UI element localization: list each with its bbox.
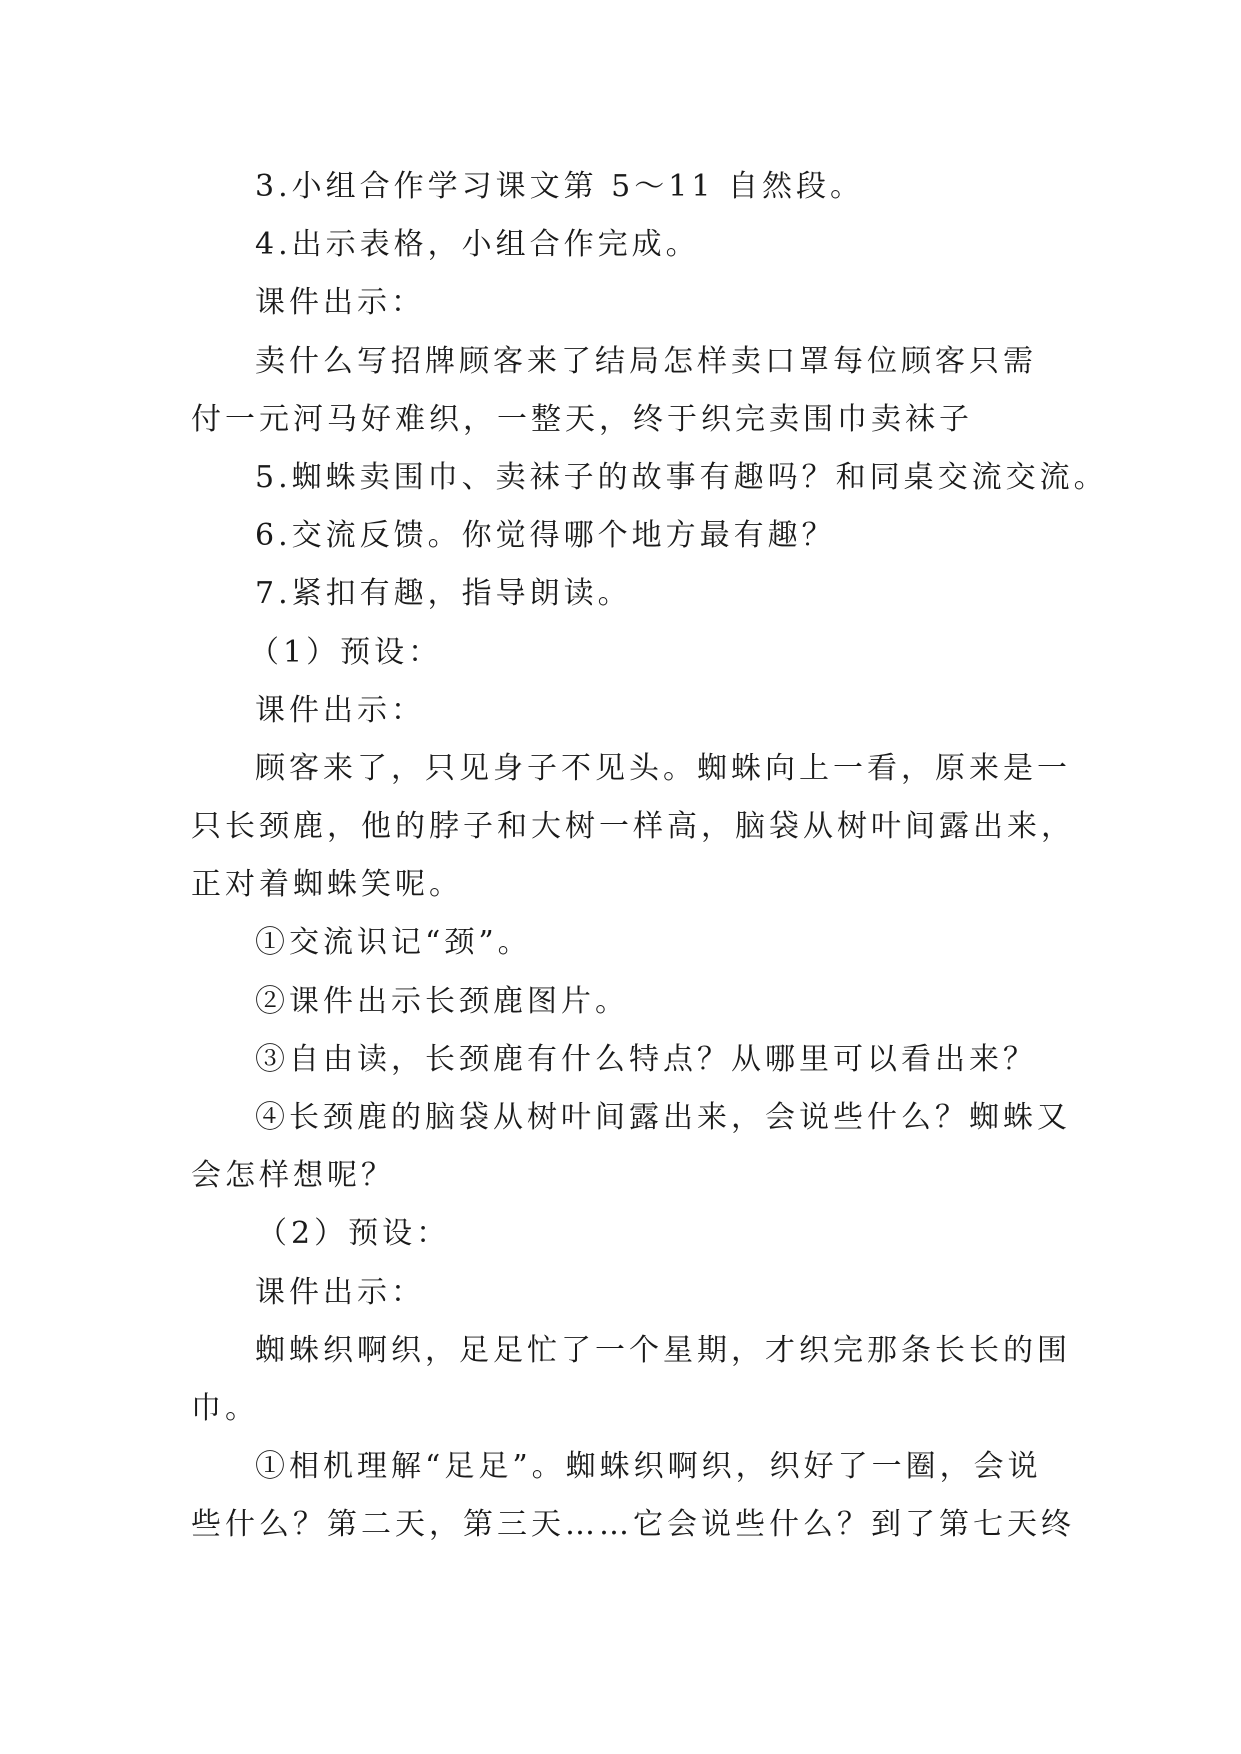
paragraph-line: 些什么？第二天，第三天……它会说些什么？到了第七天终 <box>191 1507 1075 1543</box>
paragraph-line: 课件出示： <box>255 692 425 728</box>
paragraph-line: 7.紧扣有趣，指导朗读。 <box>255 576 632 612</box>
paragraph-line: 3.小组合作学习课文第 5～11 自然段。 <box>255 169 864 204</box>
paragraph-line: 会怎样想呢？ <box>191 1158 395 1194</box>
paragraph-line: 卖什么写招牌顾客来了结局怎样卖口罩每位顾客只需 <box>255 343 1037 379</box>
paragraph-line: ①相机理解“足足”。蜘蛛织啊织，织好了一圈，会说 <box>255 1449 1042 1485</box>
paragraph-line: ③自由读，长颈鹿有什么特点？从哪里可以看出来？ <box>255 1041 1037 1077</box>
paragraph-line: 课件出示： <box>255 1274 425 1310</box>
paragraph-line: 巾。 <box>191 1390 259 1426</box>
paragraph-line: ④长颈鹿的脑袋从树叶间露出来，会说些什么？蜘蛛又 <box>255 1100 1071 1135</box>
paragraph-line: 顾客来了，只见身子不见头。蜘蛛向上一看，原来是一 <box>255 750 1071 786</box>
paragraph-line: （1）预设： <box>249 634 443 670</box>
paragraph-line: 正对着蜘蛛笑呢。 <box>191 867 463 903</box>
paragraph-line: ②课件出示长颈鹿图片。 <box>255 983 629 1019</box>
paragraph-line: （2）预设： <box>257 1216 451 1252</box>
paragraph-line: ①交流识记“颈”。 <box>255 925 532 961</box>
paragraph-line: 课件出示： <box>255 285 425 321</box>
paragraph-line: 只长颈鹿，他的脖子和大树一样高，脑袋从树叶间露出来， <box>191 809 1075 845</box>
paragraph-line: 付一元河马好难织，一整天，终于织完卖围巾卖袜子 <box>191 401 973 437</box>
paragraph-line: 5.蜘蛛卖围巾、卖袜子的故事有趣吗？和同桌交流交流。 <box>255 459 1108 495</box>
paragraph-line: 6.交流反馈。你觉得哪个地方最有趣？ <box>255 518 836 554</box>
paragraph-line: 蜘蛛织啊织，足足忙了一个星期，才织完那条长长的围 <box>255 1332 1071 1368</box>
document-body <box>191 158 1108 1555</box>
paragraph-line: 4.出示表格，小组合作完成。 <box>255 227 700 263</box>
